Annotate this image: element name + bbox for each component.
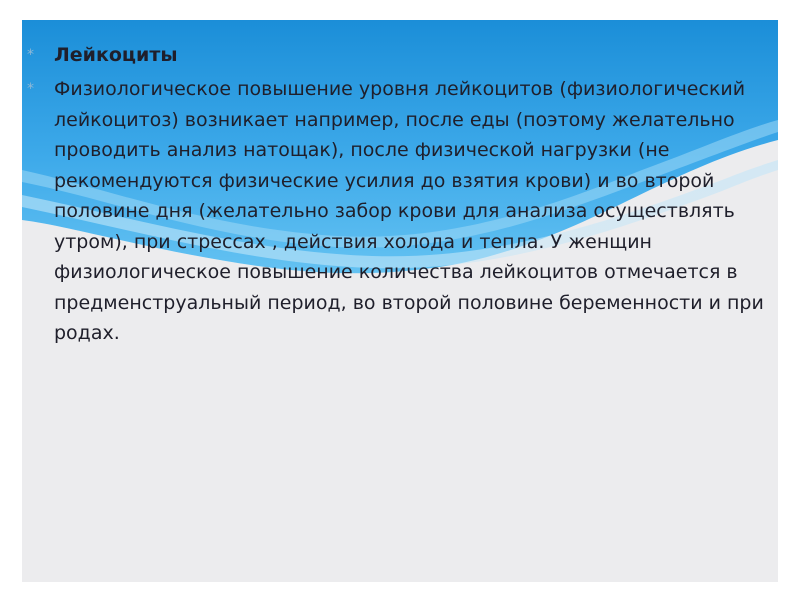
bullet-item-body <box>22 74 778 349</box>
slide-content <box>22 40 778 349</box>
slide-canvas <box>22 20 778 582</box>
asterisk-bullet-icon: * <box>27 81 34 97</box>
heading-text: Лейкоциты <box>54 44 178 66</box>
bullet-item-heading <box>22 40 778 74</box>
body-text: Физиологическое повышение уровня лейкоцитов (физиологический лейкоцитоз) возникает например, после еды (поэтому желательно проводить анализ натощак), после физической нагрузки (не рекомендуются физические усилия до взятия крови) и во второй половине дня (желательно забор крови для анализа осуществлять утром), при стрессах , действия холода и тепла. У женщин физиологическое повышение количества лейкоцитов отмечается в предменструальный период, во второй половине беременности и при родах. <box>54 78 764 344</box>
asterisk-bullet-icon: * <box>27 47 34 63</box>
